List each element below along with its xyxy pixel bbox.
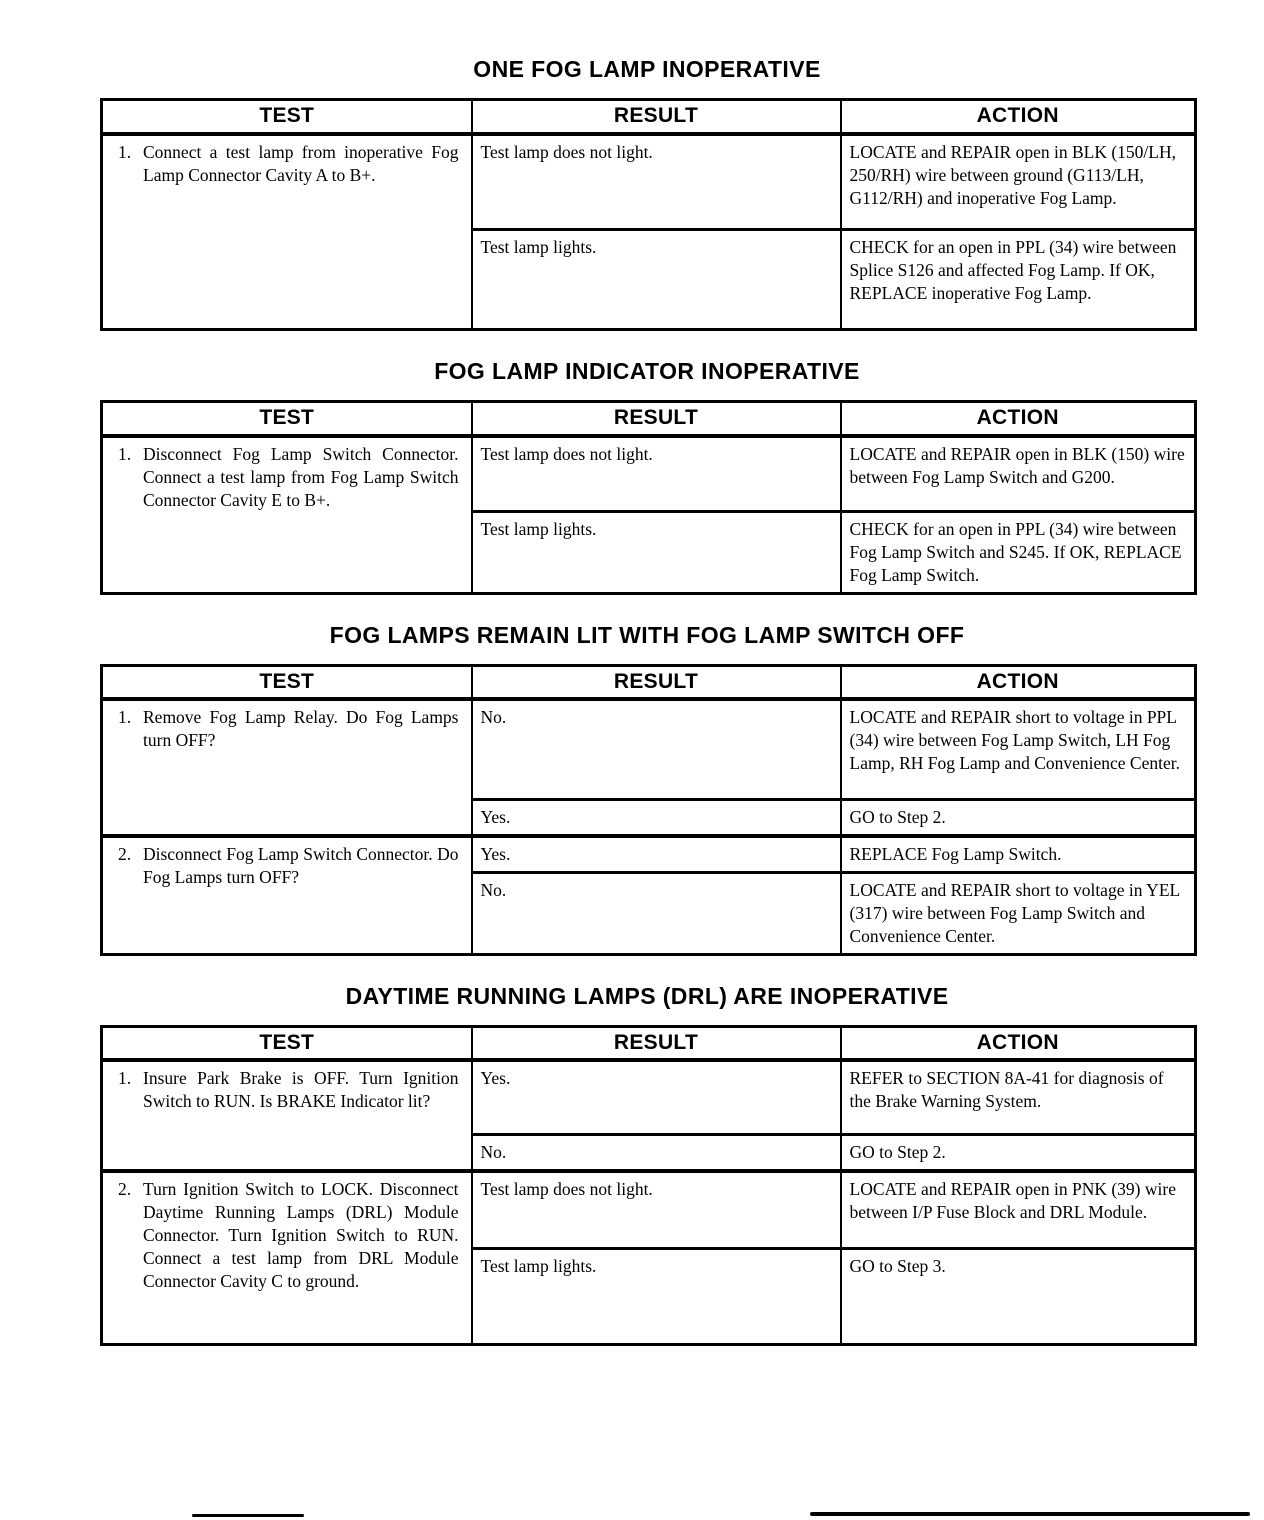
step-number: 1. (118, 443, 132, 464)
header-row (102, 402, 1196, 436)
step-number: 1. (118, 141, 132, 162)
action-cell: REFER to SECTION 8A-41 for diagnosis of the Brake Warning System. (841, 1060, 1196, 1134)
step-number: 2. (118, 1178, 132, 1199)
test-cell (102, 836, 472, 955)
test-cell (102, 436, 472, 594)
step-number: 1. (118, 1068, 132, 1088)
action-cell: LOCATE and REPAIR open in BLK (150/LH, 250/RH) wire between ground (G113/LH, G112/RH) and inoperative Fog Lamp. (841, 134, 1196, 230)
scan-artifact-line-left (192, 1514, 304, 1517)
diagnosis-table (100, 400, 1197, 595)
column-header-result: RESULT (472, 1026, 841, 1060)
step-number: 1. (118, 707, 132, 727)
page-content (100, 0, 1194, 1373)
column-header-action: ACTION (841, 666, 1196, 700)
scan-artifact-line-right (810, 1512, 1250, 1516)
header-row (102, 666, 1196, 700)
column-header-action: ACTION (841, 1026, 1196, 1060)
result-cell: No. (472, 699, 841, 799)
column-header-test: TEST (102, 1026, 472, 1060)
result-cell: Yes. (472, 1060, 841, 1134)
column-header-action: ACTION (841, 402, 1196, 436)
action-cell: GO to Step 3. (841, 1249, 1196, 1345)
result-cell: Yes. (472, 836, 841, 873)
column-header-result: RESULT (472, 666, 841, 700)
action-cell: LOCATE and REPAIR short to voltage in YEL (317) wire between Fog Lamp Switch and Convenience Center. (841, 872, 1196, 954)
test-text: Connect a test lamp from inoperative Fog Lamp Connector Cavity A to B+. (143, 141, 459, 185)
table-title: ONE FOG LAMP INOPERATIVE (473, 56, 821, 82)
column-header-test: TEST (102, 666, 472, 700)
result-cell: Yes. (472, 799, 841, 836)
diagnosis-table (100, 1025, 1197, 1347)
action-cell: REPLACE Fog Lamp Switch. (841, 836, 1196, 873)
test-cell (102, 699, 472, 836)
test-cell (102, 1060, 472, 1171)
column-header-result: RESULT (472, 100, 841, 134)
table-row (102, 699, 1196, 799)
result-cell: Test lamp does not light. (472, 436, 841, 512)
action-cell: LOCATE and REPAIR open in PNK (39) wire between I/P Fuse Block and DRL Module. (841, 1171, 1196, 1249)
result-cell: Test lamp lights. (472, 230, 841, 330)
table-title: FOG LAMPS REMAIN LIT WITH FOG LAMP SWITCH OFF (329, 622, 965, 648)
table-row (102, 1060, 1196, 1134)
step-number: 2. (118, 843, 132, 864)
test-text: Remove Fog Lamp Relay. Do Fog Lamps turn OFF? (143, 707, 459, 750)
column-header-test: TEST (102, 402, 472, 436)
section-drl-inoperative (100, 983, 1194, 1347)
result-cell: Test lamp does not light. (472, 134, 841, 230)
section-fog-lamps-remain-lit (100, 622, 1194, 956)
table-title: DAYTIME RUNNING LAMPS (DRL) ARE INOPERATIVE (345, 982, 949, 1009)
test-cell (102, 134, 472, 330)
section-one-fog-lamp-inoperative (100, 0, 1194, 331)
column-header-action: ACTION (841, 100, 1196, 134)
action-cell: CHECK for an open in PPL (34) wire between Fog Lamp Switch and S245. If OK, REPLACE Fog Lamp Switch. (841, 512, 1196, 594)
header-row (102, 1026, 1196, 1060)
column-header-test: TEST (102, 100, 472, 134)
table-row (102, 134, 1196, 230)
table-row (102, 436, 1196, 512)
action-cell: GO to Step 2. (841, 1134, 1196, 1171)
section-fog-lamp-indicator-inoperative (100, 358, 1194, 595)
action-cell: LOCATE and REPAIR open in BLK (150) wire between Fog Lamp Switch and G200. (841, 436, 1196, 512)
table-row (102, 1171, 1196, 1249)
action-cell: CHECK for an open in PPL (34) wire between Splice S126 and affected Fog Lamp. If OK, REPLACE inoperative Fog Lamp. (841, 230, 1196, 330)
action-cell: GO to Step 2. (841, 799, 1196, 836)
result-cell: Test lamp does not light. (472, 1171, 841, 1249)
diagnosis-table (100, 664, 1197, 956)
column-header-result: RESULT (472, 402, 841, 436)
result-cell: Test lamp lights. (472, 512, 841, 594)
test-text: Disconnect Fog Lamp Switch Connector. Connect a test lamp from Fog Lamp Switch Connector Cavity E to B+. (143, 443, 459, 510)
table-row (102, 836, 1196, 873)
test-text: Insure Park Brake is OFF. Turn Ignition Switch to RUN. Is BRAKE Indicator lit? (143, 1068, 459, 1111)
action-cell: LOCATE and REPAIR short to voltage in PPL (34) wire between Fog Lamp Switch, LH Fog Lamp, RH Fog Lamp and Convenience Center. (841, 699, 1196, 799)
result-cell: No. (472, 872, 841, 954)
result-cell: Test lamp lights. (472, 1249, 841, 1345)
test-text: Turn Ignition Switch to LOCK. Disconnect Daytime Running Lamps (DRL) Module Connector. Turn Ignition Switch to RUN. Connect a test lamp from DRL Module Connector Cavity C to ground. (143, 1178, 459, 1291)
diagnosis-table (100, 98, 1197, 331)
test-text: Disconnect Fog Lamp Switch Connector. Do Fog Lamps turn OFF? (143, 843, 459, 887)
header-row (102, 100, 1196, 134)
table-title: FOG LAMP INDICATOR INOPERATIVE (434, 358, 860, 384)
test-cell (102, 1171, 472, 1345)
result-cell: No. (472, 1134, 841, 1171)
